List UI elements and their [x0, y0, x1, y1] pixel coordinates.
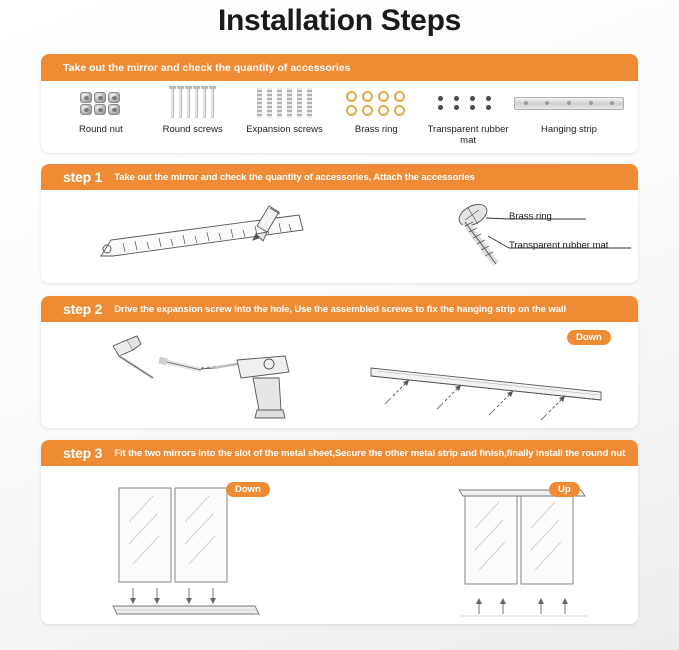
step-3-description: Fit the two mirrors into the slot of the metal sheet,Secure the other metal strip and finish,finally install the round nut [114, 447, 626, 459]
tool-hanging-strip [514, 87, 624, 135]
screw-icon [147, 87, 239, 119]
step-2-label: step 2 [63, 301, 103, 317]
tool-rubber-mat [422, 87, 514, 146]
step-1-label: step 1 [63, 169, 103, 185]
badge-down-step3: Down [226, 482, 270, 497]
tool-round-screws [147, 87, 239, 135]
tool-expansion-screws [239, 87, 331, 135]
step-2-panel [41, 296, 638, 428]
tool-brass-ring [330, 87, 422, 135]
tool-caption: Expansion screws [246, 124, 323, 135]
badge-down-step2: Down [567, 330, 611, 345]
step-2-illustration [41, 322, 638, 428]
step-1-band [41, 164, 638, 190]
badge-up-step3: Up [549, 482, 580, 497]
rubber-mat-icon [422, 87, 514, 119]
step-1-illustration [41, 190, 638, 283]
hex-nut-icon [55, 87, 147, 119]
tool-caption: Round screws [162, 124, 223, 135]
tool-round-nut [55, 87, 147, 135]
step-3-label: step 3 [63, 445, 103, 461]
tool-caption: Transparent rubber mat [427, 124, 509, 146]
tool-caption: Round nut [78, 124, 123, 135]
step-1-description: Take out the mirror and check the quantity of accessories, Attach the accessories [114, 171, 475, 183]
accessories-band [41, 54, 638, 81]
hanging-strip-icon [514, 87, 624, 119]
step-3-panel [41, 440, 638, 624]
expansion-screw-icon [239, 87, 331, 119]
accessories-band-label: Take out the mirror and check the quantity of accessories [63, 61, 351, 74]
step-1-drawing [41, 190, 638, 283]
ring-icon [330, 87, 422, 119]
tool-caption: Brass ring [354, 124, 398, 135]
step-1-panel [41, 164, 638, 283]
accessories-list [41, 81, 638, 153]
tool-caption: Hanging strip [540, 124, 597, 135]
step-3-band [41, 440, 638, 466]
step-2-description: Drive the expansion screw into the hole, Use the assembled screws to fix the hanging strip on the wall [114, 303, 566, 315]
step-3-illustration [41, 466, 638, 624]
step-2-drawing [41, 322, 638, 428]
step-2-band [41, 296, 638, 322]
page-title: Installation Steps [218, 4, 461, 37]
accessories-panel [41, 54, 638, 153]
callout-brass-ring: Brass ring [509, 211, 552, 222]
callout-rubber-mat: Transparent rubber mat [509, 240, 609, 251]
